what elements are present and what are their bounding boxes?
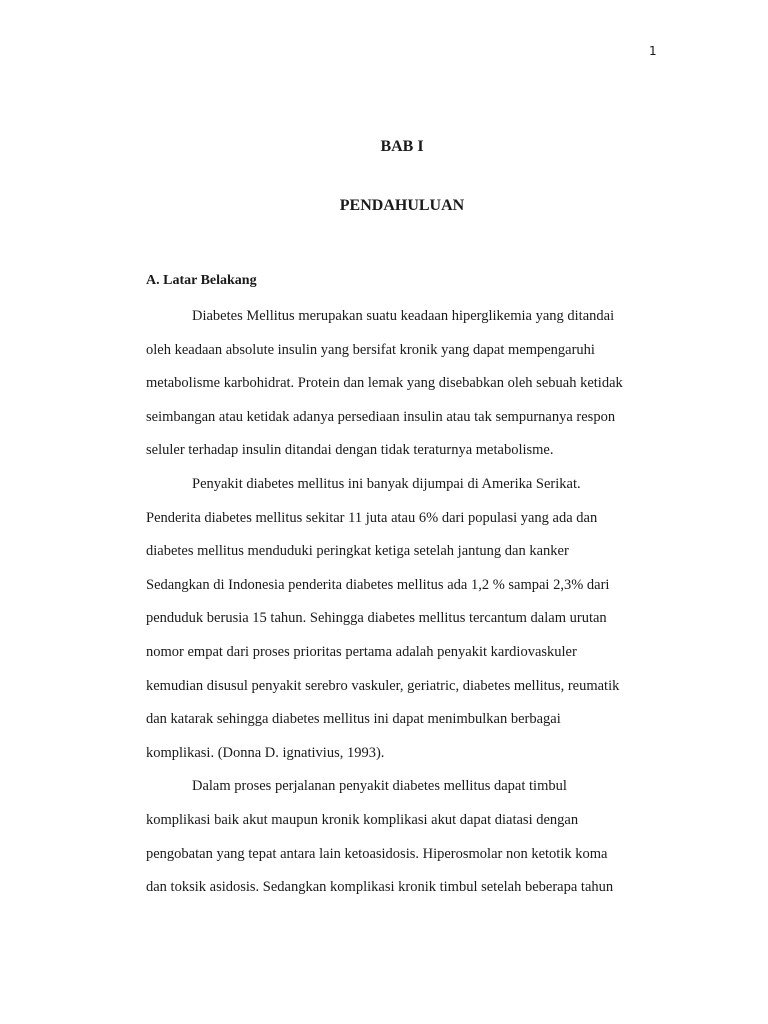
paragraph-line: nomor empat dari proses prioritas pertama adalah penyakit kardiovaskuler	[146, 643, 577, 660]
paragraph-line: Penderita diabetes mellitus sekitar 11 juta atau 6% dari populasi yang ada dan	[146, 509, 598, 526]
paragraph-line: seimbangan atau ketidak adanya persediaan insulin atau tak sempurnanya respon	[146, 408, 616, 425]
paragraph-line: oleh keadaan absolute insulin yang bersifat kronik yang dapat mempengaruhi	[146, 341, 595, 358]
paragraph-line: Penyakit diabetes mellitus ini banyak dijumpai di Amerika Serikat.	[192, 475, 581, 492]
chapter-subtitle: PENDAHULUAN	[339, 197, 465, 214]
paragraph-line: Diabetes Mellitus merupakan suatu keadaan hiperglikemia yang ditandai	[192, 308, 615, 324]
paragraph-line: Sedangkan di Indonesia penderita diabetes mellitus ada 1,2 % sampai 2,3% dari	[146, 576, 610, 593]
section-heading: A. Latar Belakang	[146, 273, 257, 288]
paragraph-line: diabetes mellitus menduduki peringkat ketiga setelah jantung dan kanker	[146, 543, 569, 560]
paragraph-line: Dalam proses perjalanan penyakit diabetes mellitus dapat timbul	[192, 778, 567, 795]
paragraph-line: dan katarak sehingga diabetes mellitus ini dapat menimbulkan berbagai	[146, 711, 561, 728]
paragraph-line: kemudian disusul penyakit serebro vaskuler, geriatric, diabetes mellitus, reumatik	[146, 677, 620, 694]
paragraph-line: pengobatan yang tepat antara lain ketoasidosis. Hiperosmolar non ketotik koma	[146, 845, 608, 862]
body-text	[146, 303, 666, 908]
chapter-title: BAB I	[380, 138, 424, 155]
paragraph-line: komplikasi. (Donna D. ignativius, 1993).	[146, 744, 385, 761]
paragraph-line: penduduk berusia 15 tahun. Sehingga diabetes mellitus tercantum dalam urutan	[146, 610, 607, 627]
page-number: 1	[649, 44, 657, 58]
paragraph-line: seluler terhadap insulin ditandai dengan tidak teraturnya metabolisme.	[146, 442, 554, 459]
paragraph-line: komplikasi baik akut maupun kronik komplikasi akut dapat diatasi dengan	[146, 811, 579, 828]
paragraph-line: metabolisme karbohidrat. Protein dan lemak yang disebabkan oleh sebuah ketidak	[146, 375, 623, 392]
paragraph-line: dan toksik asidosis. Sedangkan komplikasi kronik timbul setelah beberapa tahun	[146, 879, 614, 896]
